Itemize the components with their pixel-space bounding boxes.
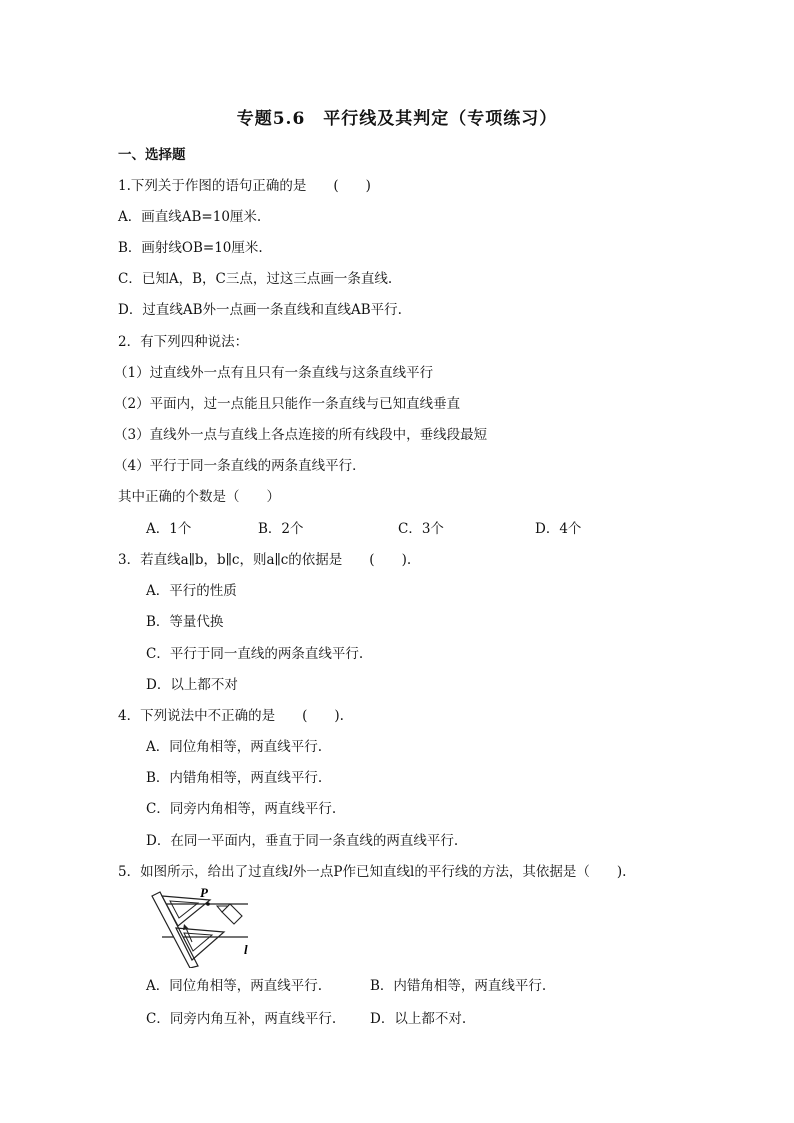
q3-option-a: A．平行的性质: [146, 583, 237, 599]
q2-question: 其中正确的个数是（ ）: [118, 489, 280, 505]
q4-option-d: D．在同一平面内，垂直于同一条直线的两直线平行.: [146, 833, 459, 849]
q1-option-c: C．已知A，B，C三点，过这三点画一条直线.: [118, 271, 393, 287]
q2-option-b: B．2个: [258, 521, 304, 537]
q4-option-c: C．同旁内角相等，两直线平行.: [146, 801, 337, 817]
q1-option-d: D．过直线AB外一点画一条直线和直线AB平行.: [118, 302, 402, 318]
q5-stem-before: 5．如图所示，给出了过直线: [118, 864, 289, 880]
q2-option-c: C．3个: [398, 521, 444, 537]
q3-option-d: D．以上都不对: [146, 677, 238, 693]
q3-option-b: B．等量代换: [146, 614, 224, 630]
q2-option-d: D．4个: [535, 521, 582, 537]
set-square-figure: [148, 882, 258, 968]
point-p-dot: [206, 902, 210, 906]
section-heading: 一、选择题: [118, 147, 186, 163]
line-l-label: l: [244, 942, 248, 957]
q5-option-c: C．同旁内角互补，两直线平行.: [146, 1011, 337, 1027]
q2-statement-2: （2）平面内，过一点能且只能作一条直线与已知直线垂直: [114, 396, 461, 412]
slide-arrow-head-icon: [183, 924, 189, 930]
q4-option-a: A．同位角相等，两直线平行.: [146, 739, 323, 755]
q3-stem: 3．若直线a∥b，b∥c，则a∥c的依据是 ( ).: [118, 552, 412, 568]
point-p-label: P: [200, 885, 208, 900]
page-title: 专题5.6 平行线及其判定（专项练习）: [236, 109, 558, 129]
q4-option-b: B．内错角相等，两直线平行.: [146, 770, 323, 786]
q2-statement-1: （1）过直线外一点有且只有一条直线与这条直线平行: [114, 365, 434, 381]
q1-option-a: A．画直线AB=10厘米.: [118, 209, 262, 225]
q1-stem: 1.下列关于作图的语句正确的是 ( ): [118, 178, 371, 194]
q2-statement-3: （3）直线外一点与直线上各点连接的所有线段中，垂线段最短: [114, 427, 488, 443]
q2-stem: 2．有下列四种说法：: [118, 334, 249, 350]
q3-option-c: C．平行于同一直线的两条直线平行.: [146, 646, 364, 662]
q5-stem: [118, 863, 626, 881]
q5-stem-after: 外一点P作已知直线l的平行线的方法，其依据是（ ).: [292, 864, 627, 880]
q5-stem-var: l: [288, 864, 293, 880]
q5-option-b: B．内错角相等，两直线平行.: [370, 978, 547, 994]
q1-option-b: B．画射线OB=10厘米.: [118, 240, 263, 256]
q5-option-d: D．以上都不对.: [370, 1011, 467, 1027]
q2-statement-4: （4）平行于同一条直线的两条直线平行．: [114, 458, 366, 474]
q4-stem: 4．下列说法中不正确的是 ( ).: [118, 708, 344, 724]
q5-option-a: A．同位角相等，两直线平行.: [146, 978, 323, 994]
q2-option-a: A．1个: [146, 521, 192, 537]
